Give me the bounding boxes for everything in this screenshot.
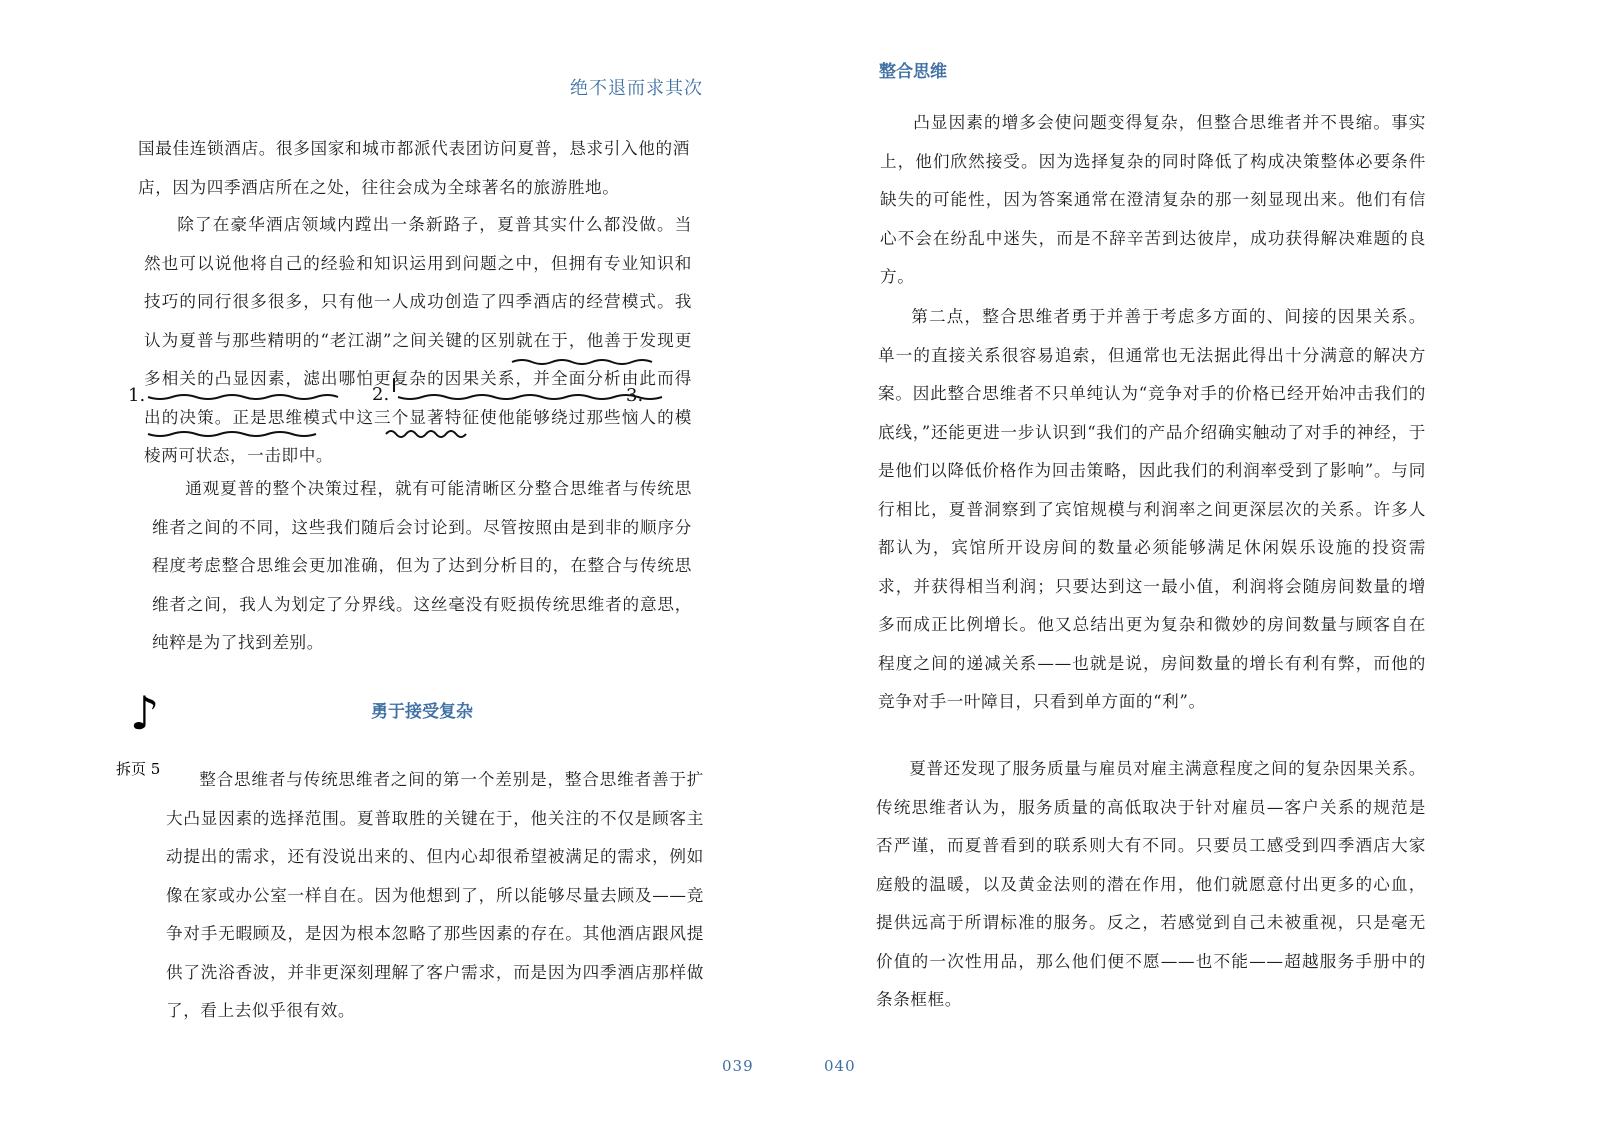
annotation-number-2: 2.: [372, 384, 390, 405]
section-title-integrative-thinking: 整合思维: [879, 62, 947, 82]
left-paragraph-2: 除了在豪华酒店领域内蹚出一条新路子，夏普其实什么都没做。当然也可以说他将自己的经验和知识运用到问题之中，但拥有专业知识和技巧的同行很多很多，只有他一人成功创造了四季酒店的经营模式。我认为夏普与那些精明的“老江湖”之间关键的区别就在于，他善于发现更多相关的凸显因素，滤出哪怕更复杂的因果关系，并全面分析由此而得出的决策。正是思维模式中这三个显著特征使他能够绕过那些恼人的模棱两可状态，一击即中。: [144, 215, 692, 465]
running-head: 绝不退而求其次: [570, 78, 703, 99]
section-title-accept-complexity: 勇于接受复杂: [371, 702, 473, 722]
right-paragraph-1: 凸显因素的增多会使问题变得复杂，但整合思维者并不畏缩。事实上，他们欣然接受。因为选择复杂的同时降低了构成决策整体必要条件缺失的可能性，因为答案通常在澄清复杂的那一刻显现出来。他们有信心不会在纷乱中迷失，而是不辞辛苦到达彼岸，成功获得解决难题的良方。: [880, 113, 1426, 286]
left-section-paragraph: 整合思维者与传统思维者之间的第一个差别是，整合思维者善于扩大凸显因素的选择范围。夏普取胜的关键在于，他关注的不仅是顾客主动提出的需求，还有没说出来的、但内心却很希望被满足的需求，例如像在家或办公室一样自在。因为他想到了，所以能够尽量去顾及——竞争对手无暇顾及，是因为根本忽略了那些因素的存在。其他酒店跟风提供了洗浴香波，并非更深刻理解了客户需求，而是因为四季酒店那样做了，看上去似乎很有效。: [166, 770, 704, 1020]
right-page: [800, 0, 1600, 1125]
left-paragraph-1: 国最佳连锁酒店。很多国家和城市都派代表团访问夏普，恳求引入他的酒店，因为四季酒店所在之处，往往会成为全球著名的旅游胜地。: [138, 139, 690, 197]
annotation-number-3: 3.: [626, 385, 644, 406]
right-paragraph-3: 夏普还发现了服务质量与雇员对雇主满意程度之间的复杂因果关系。传统思维者认为，服务质量的高低取决于针对雇员—客户关系的规范是否严谨，而夏普看到的联系则大有不同。只要员工感受到四季酒店大家庭般的温暖，以及黄金法则的潜在作用，他们就愿意付出更多的心血，提供远高于所谓标准的服务。反之，若感觉到自己未被重视，只是毫无价值的一次性用品，那么他们便不愿——也不能——超越服务手册中的条条框框。: [876, 759, 1426, 1009]
left-paragraph-3: 通观夏普的整个决策过程，就有可能清晰区分整合思维者与传统思维者之间的不同，这些我们随后会讨论到。尽管按照由是到非的顺序分程度考虑整合思维会更加准确，但为了达到分析目的，在整合与传统思维者之间，我人为划定了分界线。这丝毫没有贬损传统思维者的意思，纯粹是为了找到差别。: [152, 479, 692, 652]
page-number-right: 040: [824, 1057, 856, 1075]
split-note: 拆页 5: [116, 760, 161, 778]
page-number-left: 039: [722, 1057, 754, 1075]
music-note-icon: ♪: [130, 686, 160, 740]
right-paragraph-2: 第二点，整合思维者勇于并善于考虑多方面的、间接的因果关系。单一的直接关系很容易追索，但通常也无法据此得出十分满意的解决方案。因此整合思维者不只单纯认为“竞争对手的价格已经开始冲击我们的底线，”还能更进一步认识到“我们的产品介绍确实触动了对手的神经，于是他们以降低价格作为回击策略，因此我们的利润率受到了影响”。与同行相比，夏普洞察到了宾馆规模与利润率之间更深层次的关系。许多人都认为，宾馆所开设房间的数量必须能够满足休闲娱乐设施的投资需求，并获得相当利润；只要达到这一最小值，利润将会随房间数量的增多而成正比例增长。他又总结出更为复杂和微妙的房间数量与顾客自在程度之间的递减关系——也就是说，房间数量的增长有利有弊，而他的竞争对手一叶障目，只看到单方面的“利”。: [878, 307, 1426, 711]
annotation-number-1: 1.: [128, 385, 146, 406]
